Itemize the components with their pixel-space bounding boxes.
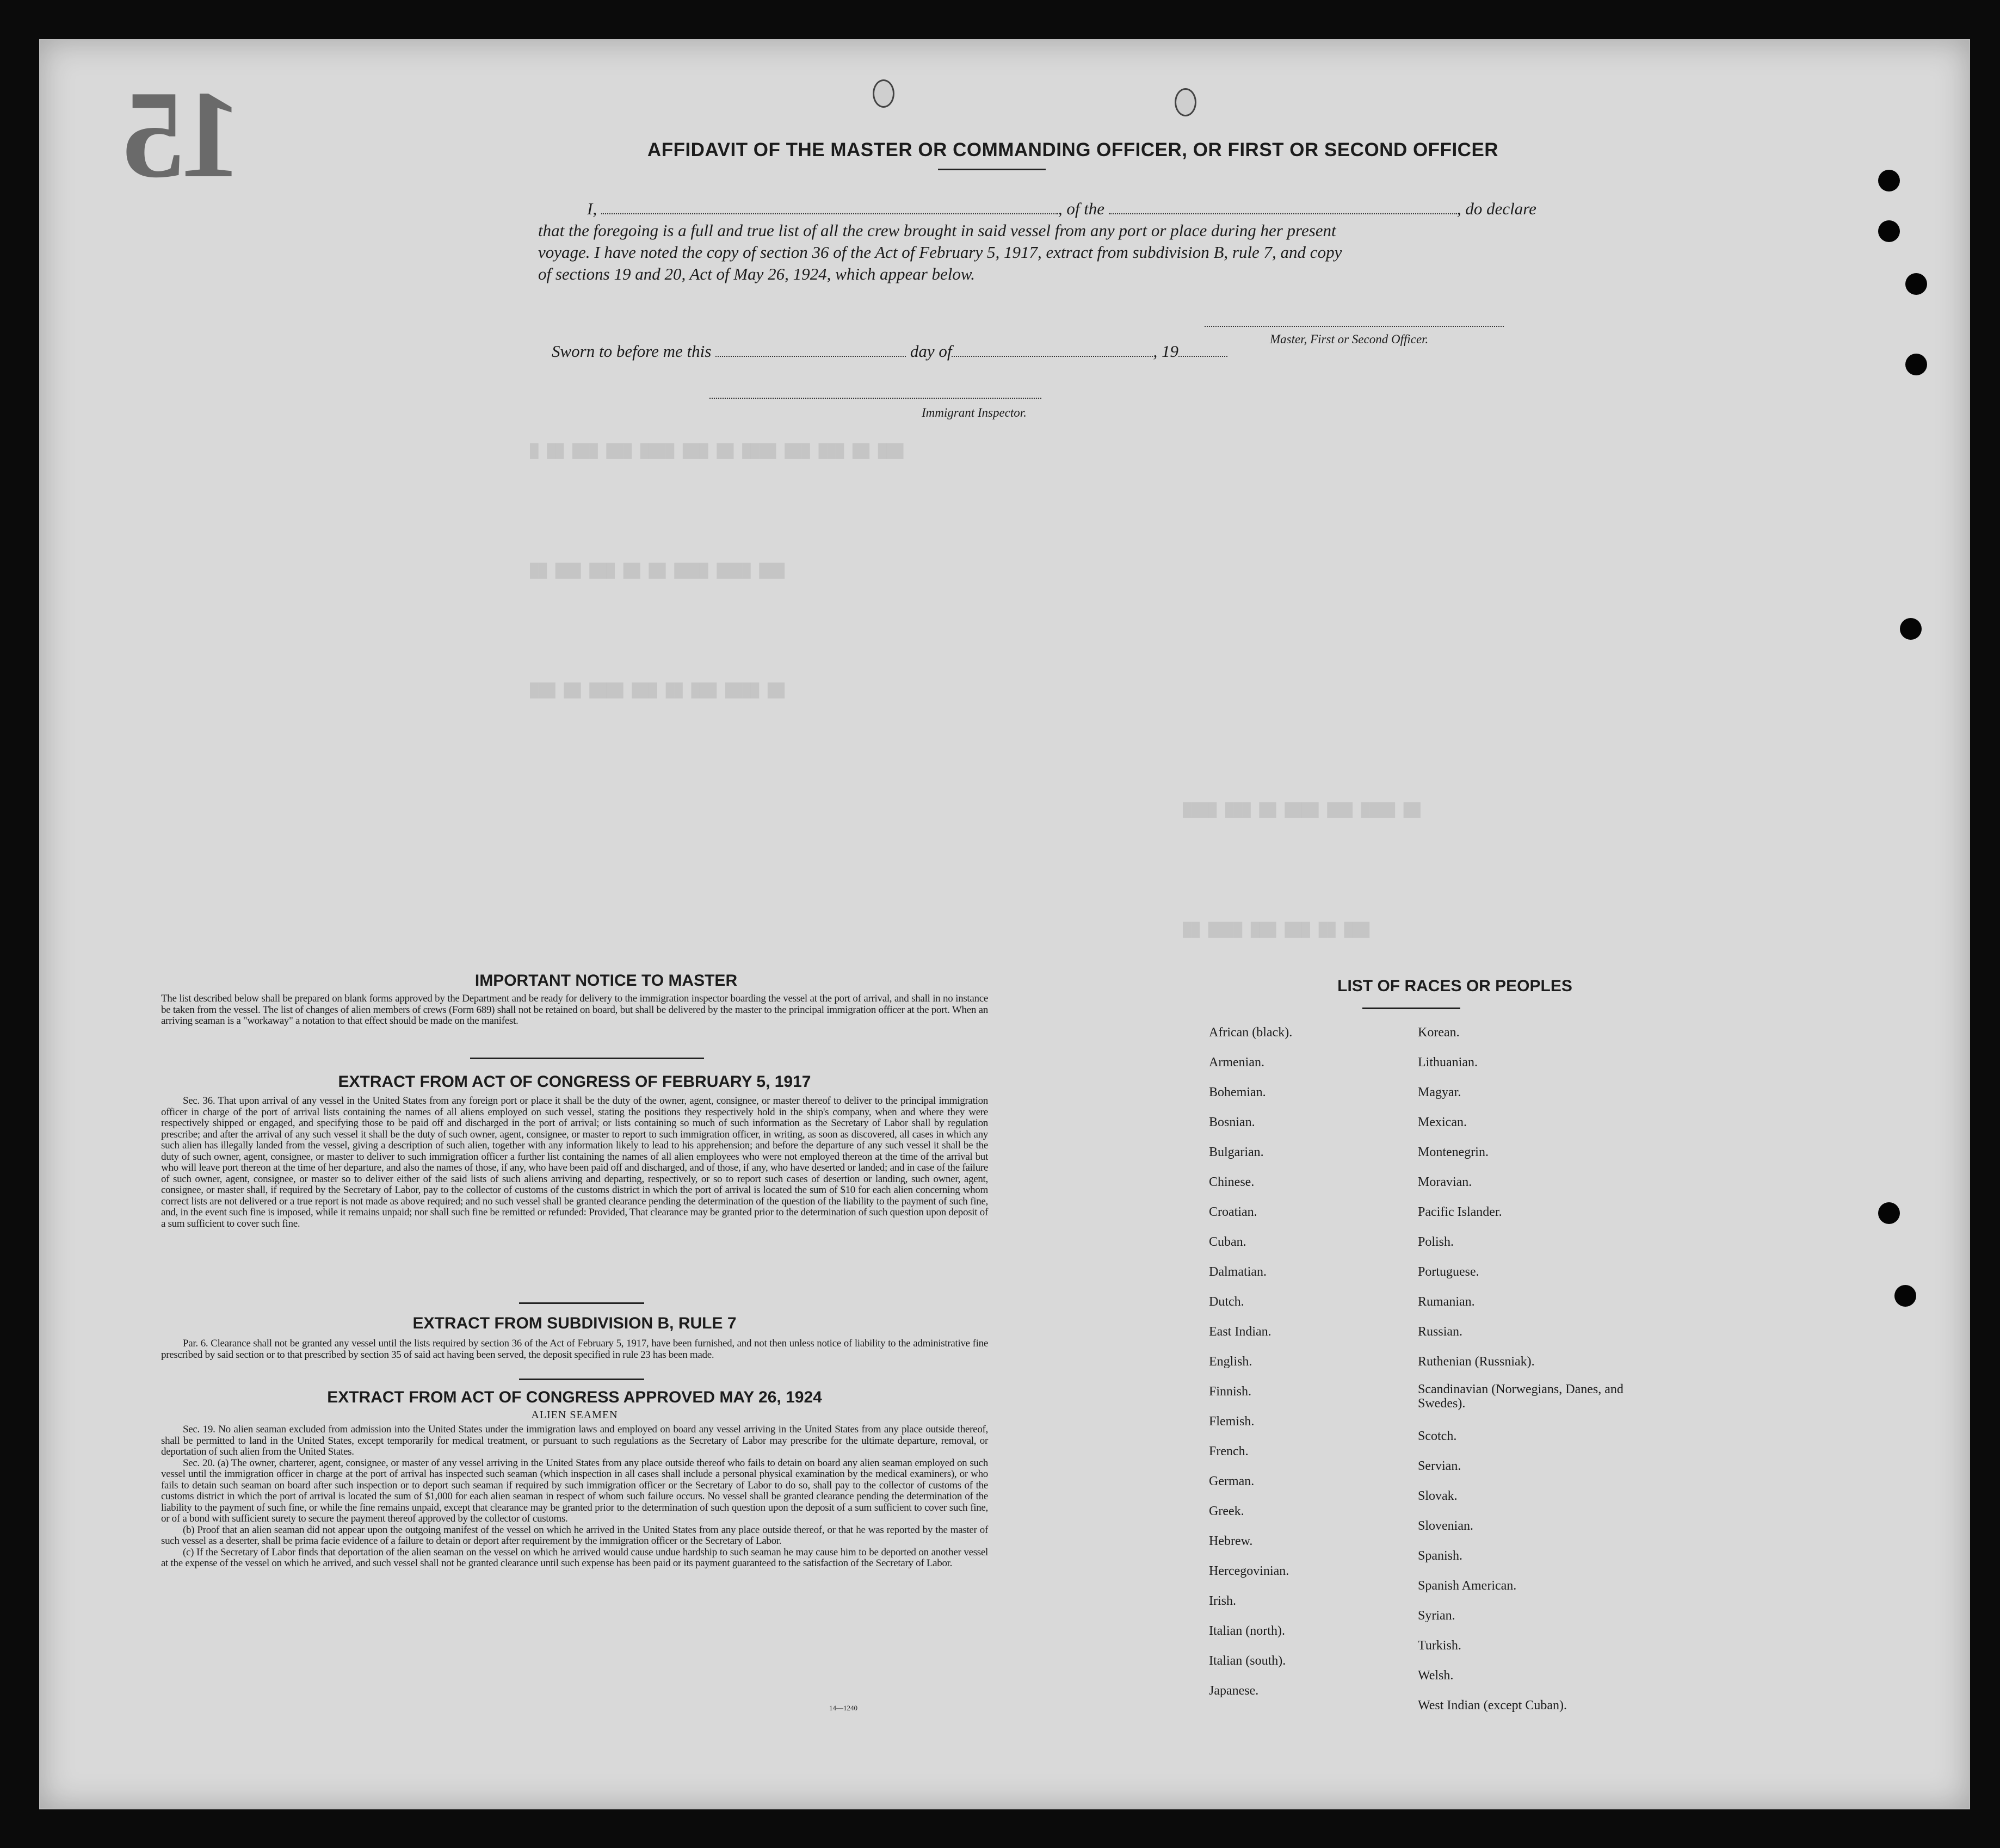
affidavit-line-4: of sections 19 and 20, Act of May 26, 1924, which appear below.: [538, 264, 976, 283]
sworn-label: Sworn to before me this: [552, 342, 712, 361]
binder-hole: [1905, 273, 1927, 295]
race-item: Servian.: [1418, 1459, 1461, 1473]
page-number: 15: [127, 65, 242, 203]
sworn-day-blank: [715, 356, 906, 357]
inspector-label: Immigrant Inspector.: [922, 406, 1027, 419]
race-item: Pacific Islander.: [1418, 1205, 1502, 1219]
inspector-signature-blank: [709, 398, 1041, 399]
race-item: Chinese.: [1209, 1175, 1255, 1189]
race-item: French.: [1209, 1444, 1249, 1458]
race-item: West Indian (except Cuban).: [1418, 1698, 1567, 1713]
sworn-year-blank: [1178, 356, 1227, 357]
document-page: █ ██ ███ ███ ████ ███ ██ ████ ███ ███ ██ ███ ██ ███ ███ ██ ██ ████ ████ ███ ███ ██ ████ ███ ██ ███ ████ ██ ████ ███ ██ ████ ███ ████ ██ ██ ████ ███ ███ ██ ███ 15 AFFIDAVIT OF THE MASTER OR COMMANDING OFFICER, OR FIRST OR SECOND OFFICER I, , of the , do declare that the foregoing is a full and true list of all the crew brought in said vessel from any port or place during her present voyage. I have noted the copy of section 36 of the Act of February 5, 1917, extract from subdivision B, rule 7, and copy of sections 19 and 20, Act of May 26, 1924, which appear below. Master, First or Second Officer. Sworn to before me this day of , 19 Immigrant Inspector. IMPORTANT NOTICE TO MASTER The list described below shall be prepared on blank forms approved by the Department and be ready for delivery to the immigration inspector boarding the vessel at the port of arrival, and shall in no instance be taken from the vessel. The list of changes of alien members of crews (Form 689) shall not be retained on board, but shall be delivered by the master to the principal immigration officer at the port. When an arriving seaman is a "workaway" a notation to that effect should be made on the manifest. EXTRACT FROM ACT OF CONGRESS OF FEBRUARY 5, 1917 Sec. 36. That upon arrival of any vessel in the United States from any foreign port or place it shall be the duty of the owner, agent, consignee, or master thereof to deliver to the principal immigration officer in charge of the port of arrival lists containing the names of all aliens employed on such vessel, stating the positions they respectively hold in the ship's company, when and where they were respectively shipped or engaged, and specifying those to be paid off and discharged in the port of arrival; or lists containing so much of such information as the Secretary of Labor shall by regulation prescribe; and after the arrival of any such vessel it shall be the duty of such owner, agent, consignee, or master to report to such immigration officer, in writing, as soon as discovered, all cases in which any such alien has illegally landed from the vessel, giving a description of such alien, together with any information likely to lead to his apprehension; and before the departure of any such vessel it shall be the duty of such owner, agent, consignee, or master to deliver to such immigration officer a further list containing the names of all alien employees who were not employed thereon at the time of the arrival but who will leave port thereon at the time of her departure, and also the names of those, if any, who have been paid off and discharged, and of those, if any, who have deserted or landed; and in case of the failure of such owner, agent, consignee, or master so to deliver either of the said lists of such aliens arriving and departing, respectively, or so to report such cases of desertion or landing, such owner, agent, consignee, or master shall, if required by the Secretary of Labor, pay to the collector of customs of the customs district in which the port of arrival is located the sum of $10 for each alien concerning whom correct lists are not delivered or a true report is not made as above required; and no such vessel shall be granted clearance pending the determination of the question of the liability to the payment of such fine, and, in the event such fine is imposed, while it remains unpaid; nor shall such fine be remitted or refunded: Provided, That clearance may be granted prior to the determination of such question upon deposit of a sum sufficient to cover such fine. EXTRACT FROM SUBDIVISION B, RULE 7 Par. 6. Clearance shall not be granted any vessel until the lists required by section 36 of the Act of February 5, 1917, have been furnished, and not then unless notice of liability to the administrative fine prescribed by said section or to that prescribed by section 35 of said act having been served, the deposit specified in rule 23 has been made. EXTRACT FROM ACT OF CONGRESS APPROVED MAY 26, 1924 ALIEN SEAMEN Sec. 19. No alien seaman excluded from admission into the United States under the immigration laws and employed on board any vessel arriving in the United States from any place outside thereof, shall be permitted to land in the United States, except temporarily for medical treatment, or pursuant to such regulations as the Secretary of Labor may prescribe for the ultimate departure, removal, or deportation of such alien from the United States. Sec. 20. (a) The owner, charterer, agent, consignee, or master of any vessel arriving in the United States from any place outside thereof who fails to detain on board any alien seaman employed on such vessel until the immigration officer in charge at the port of arrival has inspected such seaman (which inspection in all cases shall include a personal physical examination by the medical examiners), or who fails to detain such seaman on board after such inspection or to deport such seaman if required by such immigration officer or the Secretary of Labor to do so, shall pay to the collector of customs of the customs district in which the port of arrival is located the sum of $1,000 for each alien seaman in respect of whom such failure occurs. No vessel shall be granted clearance pending the determination of the liability to the payment of such fine, or while the fine remains unpaid, except that clearance may be granted prior to the determination of such question upon the deposit of a sum sufficient to cover such fine, or of a bond with sufficient surety to secure the payment thereof approved by the collector of customs. (b) Proof that an alien seaman did not appear upon the outgoing manifest of the vessel on which he arrived in the United States from any place outside thereof, or that he was reported by the master of such vessel as a deserter, shall be prima facie evidence of a failure to detain or deport after requirement by the immigration officer or the Secretary of Labor. (c) If the Secretary of Labor finds that deportation of the alien seaman on the vessel on which he arrived would cause undue hardship to such seaman he may cause him to be deported on another vessel at the expense of the vessel on which he arrived, and such vessel shall not be granted clearance until such expense has been paid or its payment guaranteed to the satisfaction of the Secretary of Labor. 14—1240 LIST OF RACES OR PEOPLES African (black). Armenian. Bohemian. Bosnian. Bulgarian. Chinese. Croatian. Cuban. Dalmatian. Dutch. East Indian. English. Finnish. Flemish. French. German. Greek. Hebrew. Hercegovinian. Irish. Italian (north). Italian (south). Japanese. Korean. Lithuanian. Magyar. Mexican. Montenegrin. Moravian. Pacific Islander. Polish. Portuguese. Rumanian. Russian. Ruthenian (Russniak). Scandinavian (Norwegians, Danes, and Swedes). Scotch. Servian. Slovak. Slovenian. Spanish. Spanish American. Syrian. Turkish. Welsh. West Indian (except Cuban).: [39, 39, 1970, 1809]
race-item: Ruthenian (Russniak).: [1418, 1355, 1535, 1369]
section-divider: [470, 1058, 704, 1059]
sworn-month-blank: [952, 356, 1153, 357]
race-item: Bosnian.: [1209, 1115, 1255, 1129]
race-item: Polish.: [1418, 1235, 1454, 1249]
race-item: Bohemian.: [1209, 1085, 1266, 1099]
affidavit-body: [538, 198, 1588, 285]
races-title-underline: [1362, 1008, 1460, 1009]
race-item: Spanish.: [1418, 1549, 1463, 1563]
race-item: Russian.: [1418, 1325, 1463, 1339]
race-item: Welsh.: [1418, 1668, 1454, 1683]
race-item: African (black).: [1209, 1025, 1293, 1040]
punch-hole-mark: [873, 79, 894, 108]
affidavit-line-2: that the foregoing is a full and true list of all the crew brought in said vessel from any port or place during her present: [538, 221, 1336, 240]
race-item: Mexican.: [1418, 1115, 1467, 1129]
extract-1917-title: EXTRACT FROM ACT OF CONGRESS OF FEBRUARY 5, 1917: [338, 1073, 811, 1091]
notice-title: IMPORTANT NOTICE TO MASTER: [474, 972, 738, 990]
race-item: Flemish.: [1209, 1414, 1255, 1429]
race-item: Dutch.: [1209, 1295, 1244, 1309]
race-item: Hebrew.: [1209, 1534, 1253, 1548]
binder-hole: [1878, 220, 1900, 242]
race-item: Greek.: [1209, 1504, 1244, 1518]
binder-hole: [1894, 1285, 1916, 1307]
race-item: Bulgarian.: [1209, 1145, 1264, 1159]
race-item: Turkish.: [1418, 1639, 1461, 1653]
race-item: Slovak.: [1418, 1489, 1458, 1503]
sec-19-text: Sec. 19. No alien seaman excluded from admission into the United States under the immigration laws and employed on board any vessel arriving in the United States from any place outside thereof, shall be permitted to land in the United States, except temporarily for medical treatment, or pursuant to such regulations as the Secretary of Labor may prescribe for the ultimate departure, removal, or deportation of such alien from the United States.: [161, 1424, 988, 1457]
race-item: Italian (north).: [1209, 1624, 1285, 1638]
form-number: 14—1240: [829, 1704, 857, 1712]
punch-hole-mark: [1175, 88, 1196, 116]
race-item: Dalmatian.: [1209, 1265, 1267, 1279]
year-label: , 19: [1153, 342, 1178, 361]
affidavit-line-3: voyage. I have noted the copy of section 36 of the Act of February 5, 1917, extract from subdivision B, rule 7, and copy: [538, 243, 1342, 262]
binder-hole: [1900, 618, 1922, 640]
affidavit-i-label: I,: [587, 199, 597, 218]
affidavit-of-the-label: , of the: [1058, 199, 1105, 218]
race-item: Magyar.: [1418, 1085, 1461, 1099]
alien-seamen-subtitle: ALIEN SEAMEN: [531, 1409, 618, 1421]
section-divider: [519, 1302, 644, 1304]
sworn-line: [552, 341, 1227, 362]
sec-20b-text: (b) Proof that an alien seaman did not appear upon the outgoing manifest of the vessel on which he arrived in the United States from any place outside thereof, or that he was reported by the master of such vessel as a deserter, shall be prima facie evidence of a failure to detain or deport after requirement by the immigration officer or the Secretary of Labor.: [161, 1524, 988, 1547]
day-of-label: day of: [910, 342, 952, 361]
race-item: Scandinavian (Norwegians, Danes, and Swedes).: [1418, 1382, 1624, 1411]
races-title: LIST OF RACES OR PEOPLES: [1337, 977, 1572, 995]
race-item: German.: [1209, 1474, 1255, 1488]
race-item: Spanish American.: [1418, 1579, 1517, 1593]
race-item: Moravian.: [1418, 1175, 1472, 1189]
sec-20c-text: (c) If the Secretary of Labor finds that deportation of the alien seaman on the vessel on which he arrived would cause undue hardship to such seaman he may cause him to be deported on another vessel at the expense of the vessel on which he arrived, and such vessel shall not be granted clearance until such expense has been paid or its payment guaranteed to the satisfaction of the Secretary of Labor.: [161, 1546, 988, 1569]
race-item: Slovenian.: [1418, 1519, 1473, 1533]
notice-text: The list described below shall be prepared on blank forms approved by the Department and be ready for delivery to the immigration inspector boarding the vessel at the port of arrival, and shall in no instance be taken from the vessel. The list of changes of alien members of crews (Form 689) shall not be retained on board, but shall be delivered by the master to the principal immigration officer at the port. When an arriving seaman is a "workaway" a notation to that effect should be made on the manifest.: [161, 993, 988, 1027]
race-item: Croatian.: [1209, 1205, 1257, 1219]
master-signature-label: Master, First or Second Officer.: [1270, 332, 1429, 346]
binder-hole: [1878, 170, 1900, 191]
race-item: Rumanian.: [1418, 1295, 1475, 1309]
race-item: Irish.: [1209, 1594, 1236, 1608]
race-item: Scotch.: [1418, 1429, 1457, 1443]
master-name-blank: [601, 213, 1058, 214]
race-item: English.: [1209, 1355, 1252, 1369]
race-item: Italian (south).: [1209, 1654, 1286, 1668]
race-item: Japanese.: [1209, 1684, 1259, 1698]
race-item: Finnish.: [1209, 1385, 1252, 1399]
race-item: Armenian.: [1209, 1055, 1264, 1070]
vessel-name-blank: [1109, 213, 1457, 214]
extract-rule7-text: Par. 6. Clearance shall not be granted any vessel until the lists required by section 36 of the Act of February 5, 1917, have been furnished, and not then unless notice of liability to the administrative fine prescribed by said section or to that prescribed by section 35 of said act having been served, the deposit specified in rule 23 has been made.: [161, 1338, 988, 1361]
race-item: Cuban.: [1209, 1235, 1246, 1249]
affidavit-declare-label: , do declare: [1456, 199, 1536, 218]
binder-hole: [1878, 1202, 1900, 1224]
sec-20a-text: Sec. 20. (a) The owner, charterer, agent, consignee, or master of any vessel arriving in the United States from any place outside thereof who fails to detain on board any alien seaman employed on such vessel until the immigration officer in charge at the port of arrival has inspected such seaman (which inspection in all cases shall include a personal physical examination by the medical examiners), or who fails to detain such seaman on board after such inspection or to deport such seaman if required by such immigration officer or the Secretary of Labor to do so, shall pay to the collector of customs of the customs district in which the port of arrival is located the sum of $1,000 for each alien seaman in respect of whom such failure occurs. No vessel shall be granted clearance pending the determination of the liability to the payment of such fine, or while the fine remains unpaid, except that clearance may be granted prior to the determination of such question upon the deposit of a sum sufficient to cover such fine, or of a bond with sufficient surety to secure the payment thereof approved by the collector of customs.: [161, 1457, 988, 1524]
race-item: Korean.: [1418, 1025, 1460, 1040]
extract-1924-title: EXTRACT FROM ACT OF CONGRESS APPROVED MAY 26, 1924: [327, 1388, 822, 1406]
binder-hole: [1905, 354, 1927, 375]
races-left-column: [1209, 1018, 1410, 1706]
title-underline: [938, 169, 1046, 170]
race-item: East Indian.: [1209, 1325, 1271, 1339]
race-item: Montenegrin.: [1418, 1145, 1489, 1159]
affidavit-title: AFFIDAVIT OF THE MASTER OR COMMANDING OFFICER, OR FIRST OR SECOND OFFICER: [647, 139, 1499, 160]
races-right-column: [1418, 1018, 1663, 1721]
race-item: Syrian.: [1418, 1609, 1455, 1623]
extract-1917-text: Sec. 36. That upon arrival of any vessel in the United States from any foreign port or place it shall be the duty of the owner, agent, consignee, or master thereof to deliver to the principal immigration officer in charge of the port of arrival lists containing the names of all aliens employed on such vessel, stating the positions they respectively hold in the ship's company, when and where they were respectively shipped or engaged, and specifying those to be paid off and discharged in the port of arrival; or lists containing so much of such information as the Secretary of Labor shall by regulation prescribe; and after the arrival of any such vessel it shall be the duty of such owner, agent, consignee, or master to report to such immigration officer, in writing, as soon as discovered, all cases in which any such alien has illegally landed from the vessel, giving a description of such alien, together with any information likely to lead to his apprehension; and before the departure of any such vessel it shall be the duty of such owner, agent, consignee, or master to deliver to such immigration officer a further list containing the names of all alien employees who were not employed thereon at the time of the arrival but who will leave port thereon at the time of her departure, and also the names of those, if any, who have been paid off and discharged, and of those, if any, who have deserted or landed; and in case of the failure of such owner, agent, consignee, or master so to deliver either of the said lists of such aliens arriving and departing, respectively, or so to report such cases of desertion or landing, such owner, agent, consignee, or master shall, if required by the Secretary of Labor, pay to the collector of customs of the customs district in which the port of arrival is located the sum of $10 for each alien concerning whom correct lists are not delivered or a true report is not made as above required; and no such vessel shall be granted clearance pending the determination of the question of the liability to the payment of such fine, and, in the event such fine is imposed, while it remains unpaid; nor shall such fine be remitted or refunded: Provided, That clearance may be granted prior to the determination of such question upon deposit of a sum sufficient to cover such fine.: [161, 1095, 988, 1229]
extract-1924-body: [161, 1424, 988, 1569]
race-item: Hercegovinian.: [1209, 1564, 1289, 1578]
race-item: Lithuanian.: [1418, 1055, 1478, 1070]
race-item: Portuguese.: [1418, 1265, 1479, 1279]
section-divider: [519, 1379, 644, 1380]
master-signature-blank: [1205, 326, 1504, 327]
extract-rule7-title: EXTRACT FROM SUBDIVISION B, RULE 7: [412, 1314, 737, 1332]
